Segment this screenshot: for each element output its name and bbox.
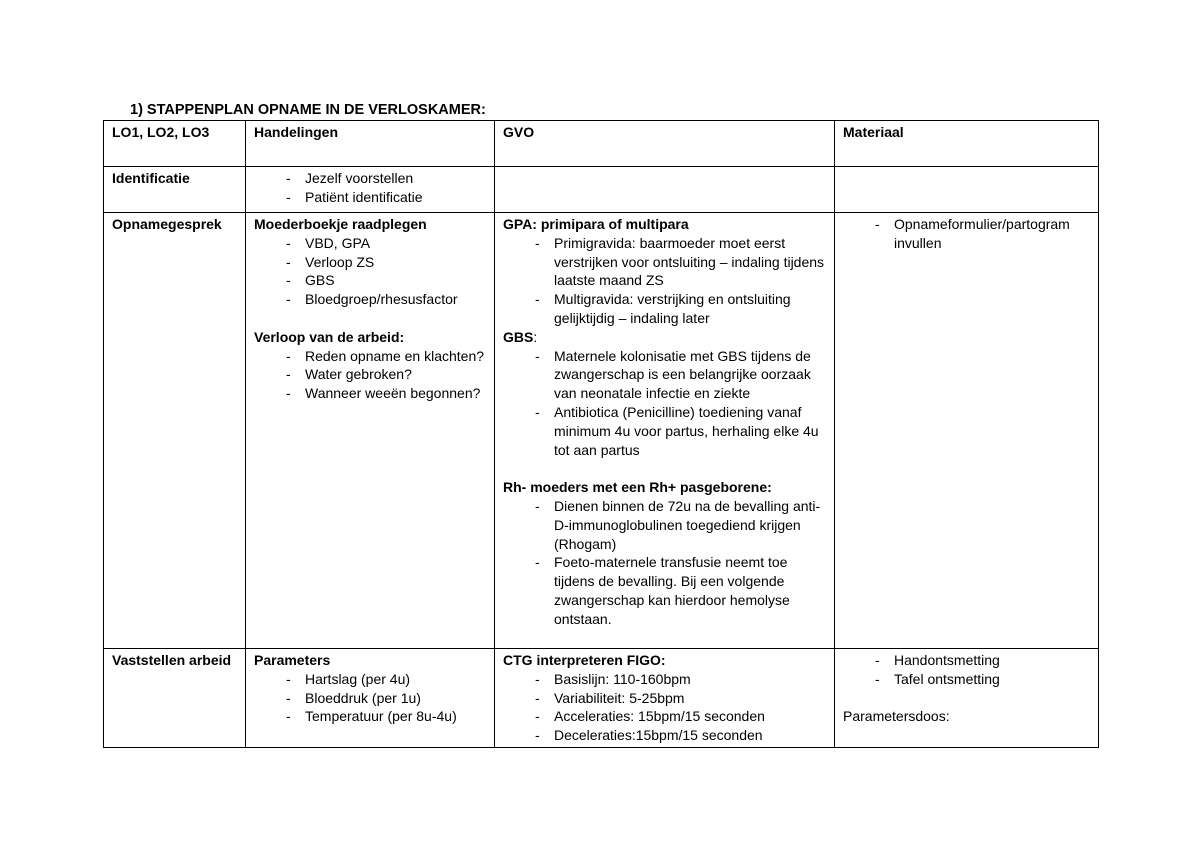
section-heading: GBS: <box>503 328 538 345</box>
section-heading: Rh- moeders met een Rh+ pasgeborene: <box>503 479 772 496</box>
section-heading: Parameters <box>254 652 331 668</box>
section-heading: Verloop van de arbeid: <box>254 328 405 345</box>
list-item: - Variabiliteit: 5-25bpm <box>503 689 828 708</box>
cell-identificatie-handelingen <box>246 167 495 213</box>
list-item: - Jezelf voorstellen <box>254 169 488 188</box>
list-item: - Handontsmetting <box>843 651 1092 670</box>
list-item: - GBS <box>254 271 488 290</box>
list-item: - Verloop ZS <box>254 253 488 272</box>
row-identificatie <box>104 167 1099 213</box>
cell-identificatie-gvo <box>495 167 835 213</box>
column-header-materiaal: Materiaal <box>835 121 1099 167</box>
row-label-opnamegesprek: Opnamegesprek <box>104 213 246 649</box>
row-label-identificatie: Identificatie <box>104 167 246 213</box>
list-item: - Basislijn: 110-160bpm <box>503 670 828 689</box>
list-item: - Dienen binnen de 72u na de bevalling anti-D-immunoglobulinen toegediend krijgen (Rhogam) <box>503 497 828 553</box>
cell-vaststellen-materiaal <box>835 649 1099 748</box>
list-item: - Foeto-maternele transfusie neemt toe tijdens de bevalling. Bij een volgende zwangerschap kan hierdoor hemolyse ontstaan. <box>503 553 828 628</box>
list-item: - Primigravida: baarmoeder moet eerst verstrijken voor ontsluiting – indaling tijdens laatste maand ZS <box>503 234 828 290</box>
section-heading: CTG interpreteren FIGO: <box>503 652 666 668</box>
list-item: - VBD, GPA <box>254 234 488 253</box>
cell-vaststellen-handelingen <box>246 649 495 748</box>
cell-identificatie-materiaal <box>835 167 1099 213</box>
row-label-vaststellen: Vaststellen arbeid <box>104 649 246 748</box>
column-header-gvo: GVO <box>495 121 835 167</box>
materiaal-note: Parametersdoos: <box>843 708 950 725</box>
row-vaststellen-arbeid <box>104 649 1099 748</box>
list-item: - Acceleraties: 15bpm/15 seconden <box>503 707 828 726</box>
cell-opnamegesprek-handelingen <box>246 213 495 649</box>
list-item: - Patiënt identificatie <box>254 188 488 207</box>
list-item: - Hartslag (per 4u) <box>254 670 488 689</box>
list-item: - Tafel ontsmetting <box>843 670 1092 689</box>
list-item: - Antibiotica (Penicilline) toediening vanaf minimum 4u voor partus, herhaling elke 4u tot aan partus <box>503 403 828 459</box>
page-title: 1) STAPPENPLAN OPNAME IN DE VERLOSKAMER: <box>130 102 486 118</box>
list-item: - Bloeddruk (per 1u) <box>254 689 488 708</box>
list-item: - Wanneer weeën begonnen? <box>254 384 488 403</box>
column-header-lo: LO1, LO2, LO3 <box>104 121 246 167</box>
header-row <box>104 121 1099 167</box>
list-item: - Water gebroken? <box>254 365 488 384</box>
list-item: - Multigravida: verstrijking en ontsluiting gelijktijdig – indaling later <box>503 290 828 328</box>
column-header-handelingen: Handelingen <box>246 121 495 167</box>
cell-vaststellen-gvo <box>495 649 835 748</box>
list-item: - Maternele kolonisatie met GBS tijdens de zwangerschap is een belangrijke oorzaak van neonatale infectie en ziekte <box>503 347 828 403</box>
row-opnamegesprek <box>104 213 1099 649</box>
list-item: - Opnameformulier/partogram invullen <box>843 215 1092 253</box>
list-item: - Bloedgroep/rhesusfactor <box>254 290 488 309</box>
list-item: - Reden opname en klachten? <box>254 347 488 366</box>
section-heading: GPA: primipara of multipara <box>503 216 689 232</box>
procedure-table <box>103 120 1099 748</box>
cell-opnamegesprek-gvo <box>495 213 835 649</box>
list-item: - Deceleraties:15bpm/15 seconden <box>503 726 828 745</box>
cell-opnamegesprek-materiaal <box>835 213 1099 649</box>
section-heading: Moederboekje raadplegen <box>254 216 427 232</box>
list-item: - Temperatuur (per 8u-4u) <box>254 707 488 726</box>
